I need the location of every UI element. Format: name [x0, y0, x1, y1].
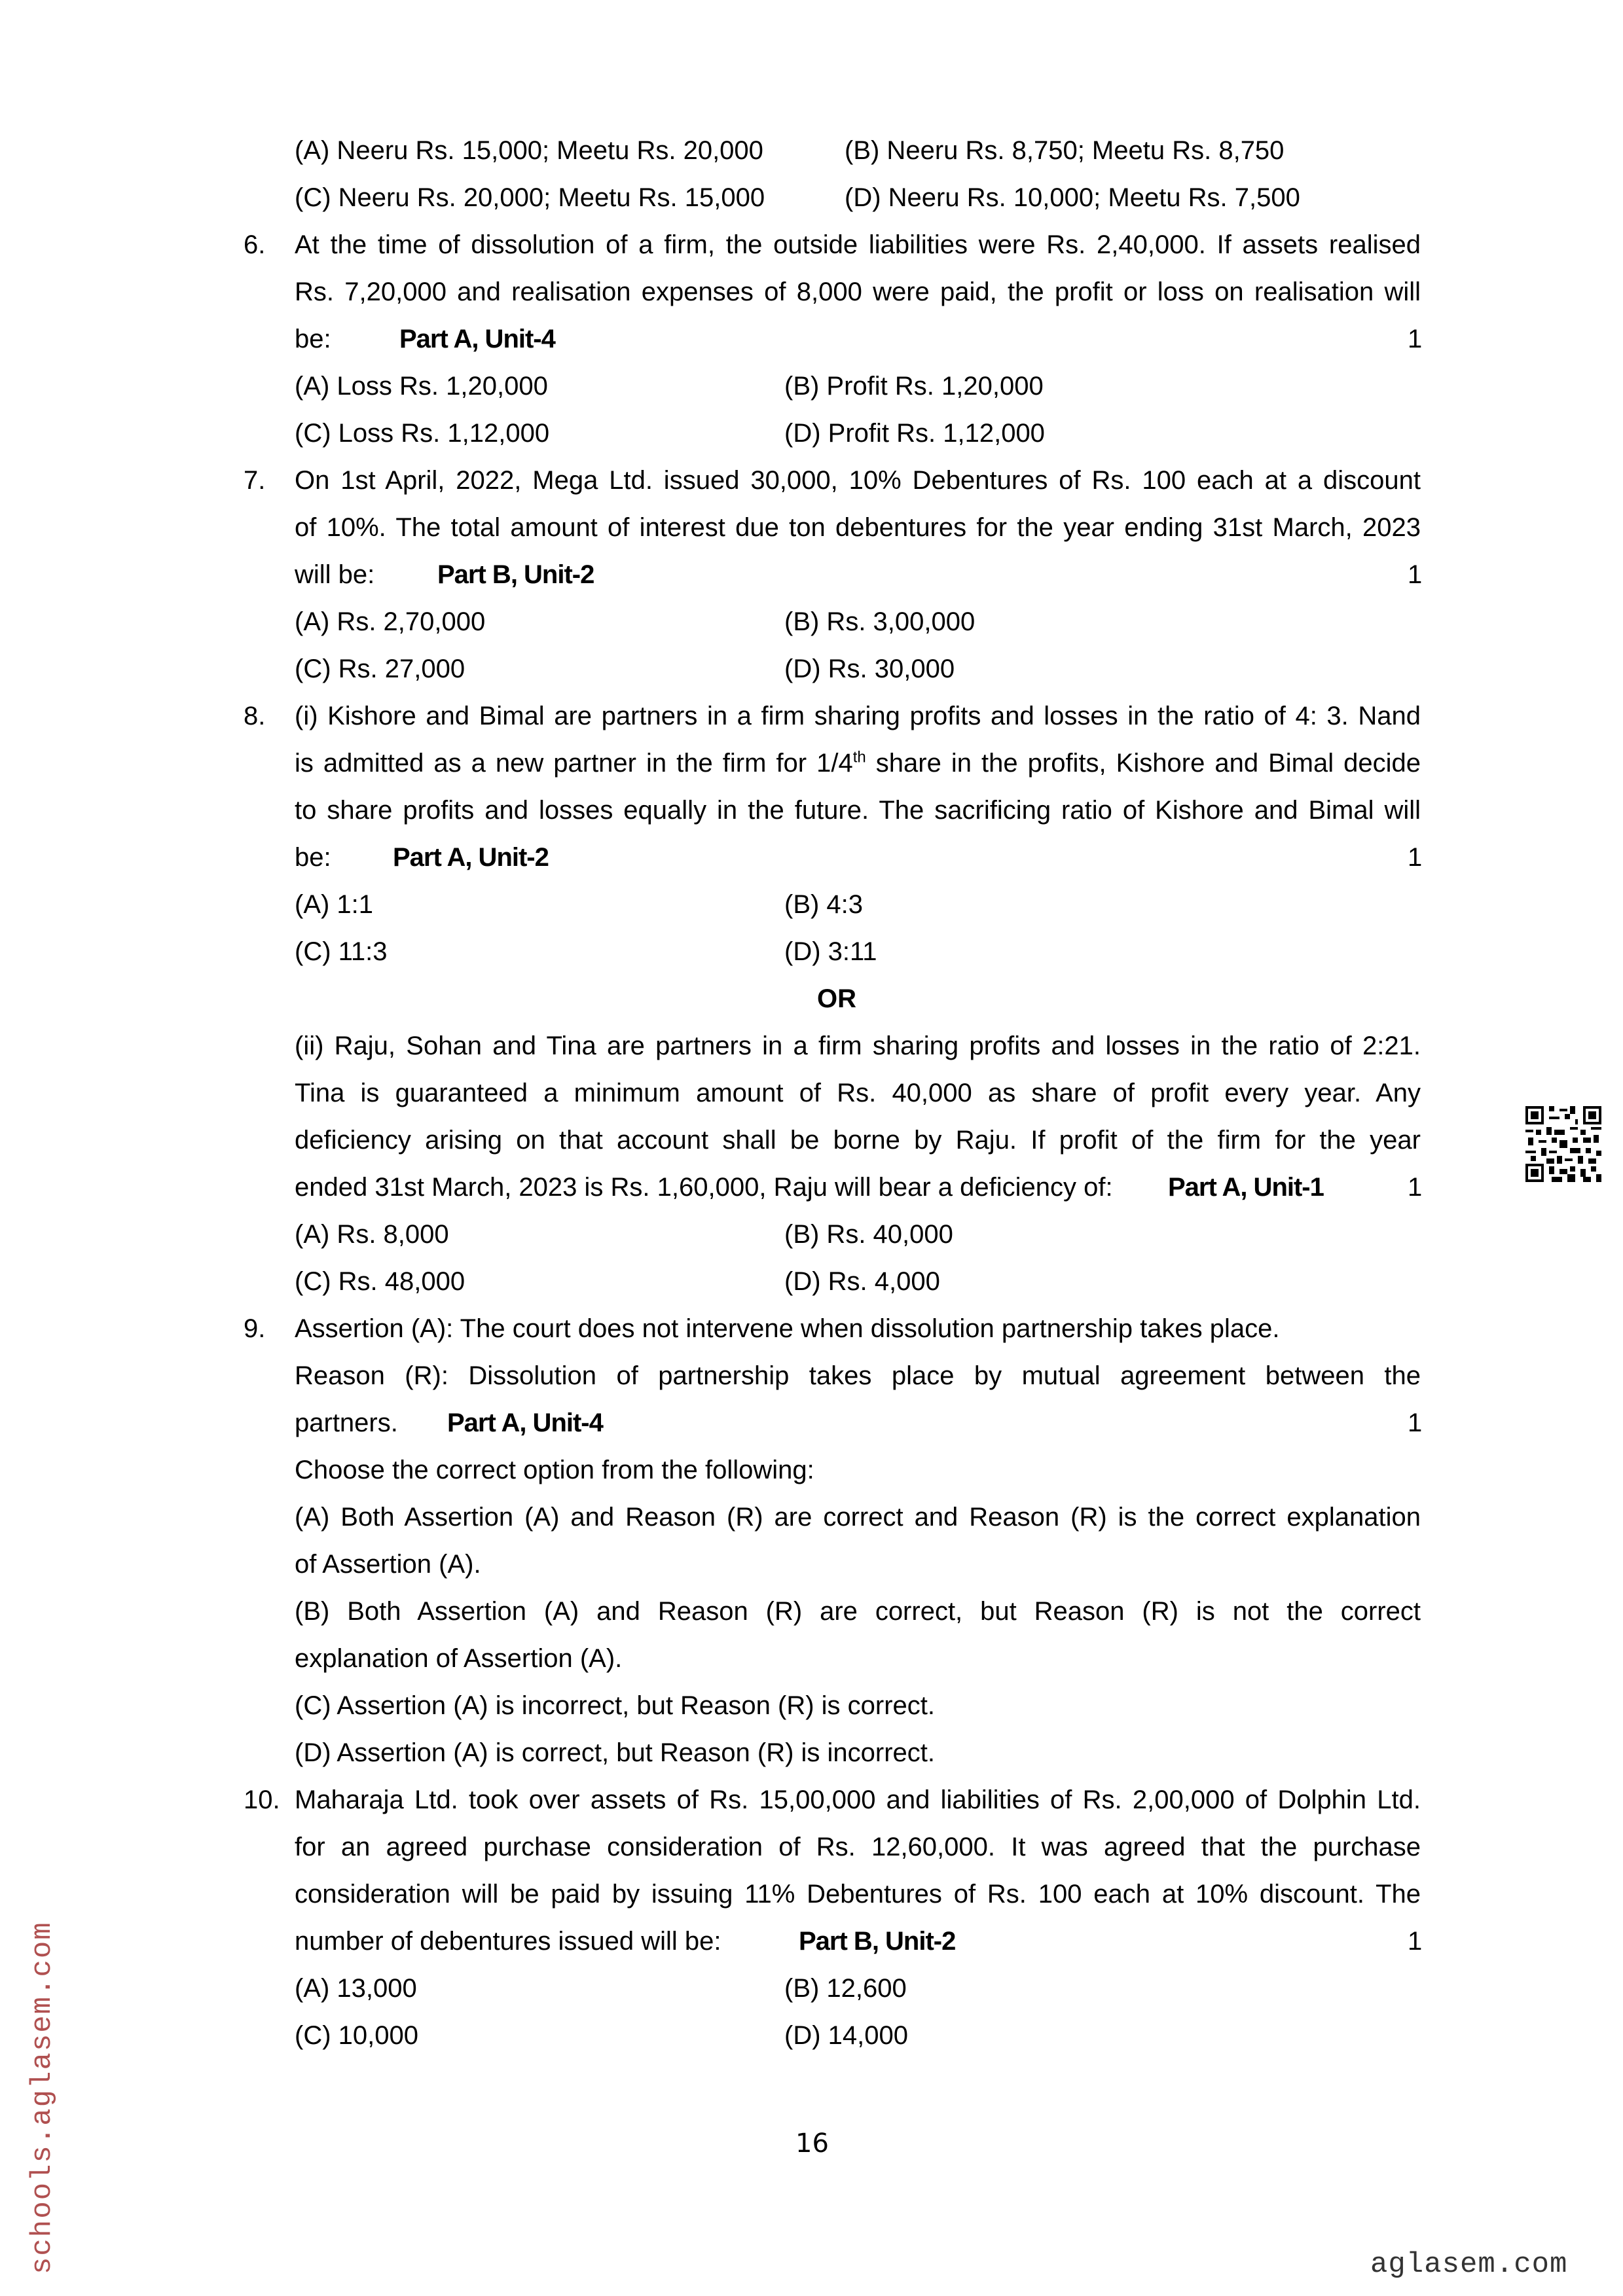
page-number: 16: [795, 2128, 829, 2159]
q8-ii-option-c: (C) Rs. 48,000: [295, 1267, 465, 1296]
q10-option-c: (C) 10,000: [295, 2021, 418, 2050]
q6-line-2: Rs. 7,20,000 and realisation expenses of 8,000 were paid, the profit or loss on realisation will: [295, 278, 1421, 306]
q10-number: 10.: [244, 1785, 280, 1814]
q8-line-1: (i) Kishore and Bimal are partners in a firm sharing profits and losses in the ratio of 4: 3. Nand: [295, 702, 1421, 730]
q9-choose: Choose the correct option from the following:: [295, 1456, 814, 1484]
q8-line-3: to share profits and losses equally in the future. The sacrificing ratio of Kishore and Bimal will: [295, 796, 1421, 825]
q8-ii-option-b: (B) Rs. 40,000: [784, 1220, 953, 1249]
q8-line-2-sup: th: [852, 748, 866, 766]
q8-option-c: (C) 11:3: [295, 937, 388, 966]
q7-line-1: On 1st April, 2022, Mega Ltd. issued 30,000, 10% Debentures of Rs. 100 each at a discount: [295, 466, 1421, 495]
q7-option-a: (A) Rs. 2,70,000: [295, 607, 486, 636]
q8-option-a: (A) 1:1: [295, 890, 374, 919]
q9-option-d: (D) Assertion (A) is correct, but Reason (R) is incorrect.: [295, 1738, 936, 1767]
q10-option-b: (B) 12,600: [784, 1974, 907, 2003]
q6-option-a: (A) Loss Rs. 1,20,000: [295, 372, 548, 401]
q7-number: 7.: [244, 466, 266, 495]
q9-option-b-line-2: explanation of Assertion (A).: [295, 1644, 623, 1673]
q5-option-a: (A) Neeru Rs. 15,000; Meetu Rs. 20,000: [295, 136, 763, 165]
q7-marks: 1: [1408, 560, 1423, 589]
q8-ii-unit-tag: Part A, Unit-1: [1168, 1173, 1324, 1202]
q9-line-3: partners.: [295, 1408, 398, 1437]
q5-option-c: (C) Neeru Rs. 20,000; Meetu Rs. 15,000: [295, 183, 765, 212]
q6-marks: 1: [1408, 325, 1423, 353]
q10-unit-tag: Part B, Unit-2: [799, 1927, 956, 1956]
q6-line-1: At the time of dissolution of a firm, the outside liabilities were Rs. 2,40,000. If assets realised: [295, 230, 1421, 259]
q5-option-d: (D) Neeru Rs. 10,000; Meetu Rs. 7,500: [845, 183, 1300, 212]
q7-unit-tag: Part B, Unit-2: [437, 560, 594, 589]
q10-line-1: Maharaja Ltd. took over assets of Rs. 15,00,000 and liabilities of Rs. 2,00,000 of Dolphin Ltd.: [295, 1785, 1421, 1814]
q8-option-d: (D) 3:11: [784, 937, 877, 966]
q5-option-b: (B) Neeru Rs. 8,750; Meetu Rs. 8,750: [845, 136, 1285, 165]
q9-option-a-line-1: (A) Both Assertion (A) and Reason (R) are correct and Reason (R) is the correct explanation: [295, 1503, 1421, 1532]
q10-option-a: (A) 13,000: [295, 1974, 417, 2003]
q6-unit-tag: Part A, Unit-4: [399, 325, 555, 353]
q9-number: 9.: [244, 1314, 266, 1343]
q9-marks: 1: [1408, 1408, 1423, 1437]
q7-line-2: of 10%. The total amount of interest due ton debentures for the year ending 31st March, 2023: [295, 513, 1421, 542]
side-watermark: schools.aglasem.com: [26, 1921, 59, 2274]
q9-option-a-line-2: of Assertion (A).: [295, 1550, 481, 1579]
q9-reason: Reason (R): Dissolution of partnership takes place by mutual agreement between the: [295, 1361, 1421, 1390]
q8-ii-line-1: (ii) Raju, Sohan and Tina are partners in a firm sharing profits and losses in the ratio of 2:21.: [295, 1031, 1421, 1060]
qr-code-icon: [1525, 1106, 1601, 1182]
q6-line-3: be:: [295, 325, 331, 353]
q9-option-c: (C) Assertion (A) is incorrect, but Reason (R) is correct.: [295, 1691, 936, 1720]
q8-number: 8.: [244, 702, 266, 730]
q8-line-2: [295, 747, 1421, 779]
bottom-watermark: aglasem.com: [1370, 2248, 1568, 2281]
q8-unit-tag: Part A, Unit-2: [393, 843, 549, 872]
q7-option-c: (C) Rs. 27,000: [295, 655, 465, 683]
q8-ii-marks: 1: [1408, 1173, 1423, 1202]
q10-line-3: consideration will be paid by issuing 11% Debentures of Rs. 100 each at 10% discount. The: [295, 1880, 1421, 1909]
q10-line-4: number of debentures issued will be:: [295, 1927, 721, 1956]
q8-ii-line-2: Tina is guaranteed a minimum amount of Rs. 40,000 as share of profit every year. Any: [295, 1079, 1421, 1107]
q7-option-b: (B) Rs. 3,00,000: [784, 607, 976, 636]
q6-number: 6.: [244, 230, 266, 259]
q8-ii-option-a: (A) Rs. 8,000: [295, 1220, 449, 1249]
q8-ii-line-3: deficiency arising on that account shall be borne by Raju. If profit of the firm for the year: [295, 1126, 1421, 1155]
q8-ii-option-d: (D) Rs. 4,000: [784, 1267, 940, 1296]
q6-option-d: (D) Profit Rs. 1,12,000: [784, 419, 1045, 448]
q9-option-b-line-1: (B) Both Assertion (A) and Reason (R) are correct, but Reason (R) is not the correct: [295, 1597, 1421, 1626]
q6-option-c: (C) Loss Rs. 1,12,000: [295, 419, 550, 448]
q8-option-b: (B) 4:3: [784, 890, 864, 919]
q6-option-b: (B) Profit Rs. 1,20,000: [784, 372, 1044, 401]
q8-ii-line-4: ended 31st March, 2023 is Rs. 1,60,000, Raju will bear a deficiency of:: [295, 1173, 1113, 1202]
q7-line-3: will be:: [295, 560, 375, 589]
q9-unit-tag: Part A, Unit-4: [447, 1408, 603, 1437]
q8-line-4: be:: [295, 843, 331, 872]
q8-line-2-post: share in the profits, Kishore and Bimal decide: [866, 749, 1421, 778]
q8-line-2-pre: is admitted as a new partner in the firm for 1/4: [295, 749, 853, 778]
q9-assertion: Assertion (A): The court does not intervene when dissolution partnership takes place.: [295, 1314, 1280, 1343]
q10-marks: 1: [1408, 1927, 1423, 1956]
or-separator: OR: [817, 984, 856, 1013]
q8-marks: 1: [1408, 843, 1423, 872]
q10-option-d: (D) 14,000: [784, 2021, 908, 2050]
q7-option-d: (D) Rs. 30,000: [784, 655, 955, 683]
q10-line-2: for an agreed purchase consideration of Rs. 12,60,000. It was agreed that the purchase: [295, 1833, 1421, 1861]
